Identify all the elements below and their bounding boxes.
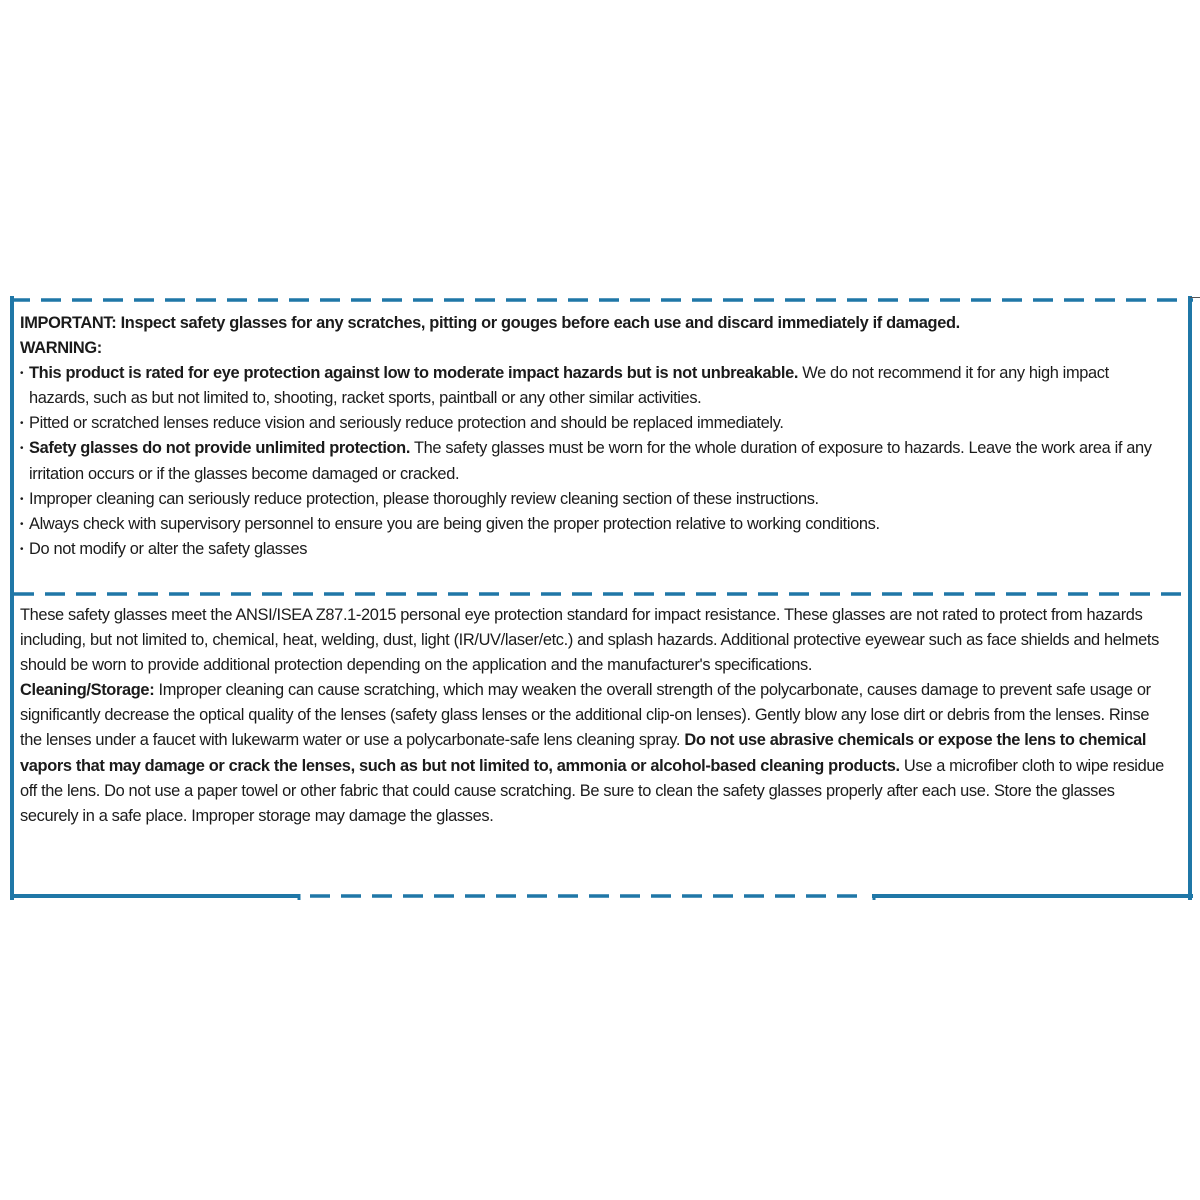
standard-paragraph: These safety glasses meet the ANSI/ISEA Z87.1-2015 personal eye protection standard for impact resistance. These glasses are not rated to protect from hazards including, but not limited to, chemical, heat, welding, dust, light (IR/UV/laser/etc.) and splash hazards. Additional protective eyewear such as face shields and helmets should be worn to provide additional protection depending on the application and the manufacturer's specifications. (20, 606, 1159, 675)
cleaning-text-1: Improper cleaning can cause scratching, which may weaken the overall strength of the polycarbonate, causes damage to prevent safe usage or significantly decrease the optical quality of the lenses (safety glass lenses or the additional clip-on lenses). Gently blow any lose dirt or debris from the lenses. Rinse the lenses under a faucet with lukewarm water or use a polycarbonate-safe lens cleaning spray. (20, 681, 1151, 750)
important-notice (20, 311, 1170, 336)
warning-bullet-text: Improper cleaning can seriously reduce protection, please thoroughly review cleaning section of these instructions. (29, 489, 819, 508)
warning-bullet-bold: This product is rated for eye protection against low to moderate impact hazards but is not unbreakable. (29, 364, 799, 383)
warning-bullet-text: We do not recommend it for any high impact hazards, such as but not limited to, shooting, racket sports, paintball or any other similar activities. (29, 364, 1109, 408)
cleaning-warning-bold: Do not use abrasive chemicals or expose the lens to chemical vapors that may damage or crack the lenses, such as but not limited to, ammonia or alcohol-based cleaning products. (20, 731, 1147, 775)
info-section (20, 603, 1170, 829)
important-text: Inspect safety glasses for any scratches, pitting or gouges before each use and discard immediately if damaged. (120, 314, 960, 332)
warning-bullet-text: Do not modify or alter the safety glasses (29, 539, 308, 558)
crop-mark (1190, 297, 1200, 298)
warning-bullet-text: Pitted or scratched lenses reduce vision and seriously reduce protection and should be replaced immediately. (29, 414, 784, 433)
warning-bullet-text: Always check with supervisory personnel to ensure you are being given the proper protection relative to working conditions. (29, 514, 880, 533)
important-label: IMPORTANT: (20, 314, 117, 332)
warning-heading: WARNING: (20, 339, 102, 358)
warning-bullet (20, 487, 1170, 512)
warning-bullet (20, 512, 1170, 537)
warning-bullet (20, 537, 1170, 562)
warning-bullet (20, 411, 1170, 436)
warning-bullet (20, 361, 1170, 411)
warning-bullet-text: The safety glasses must be worn for the whole duration of exposure to hazards. Leave the work area if any irritation occurs or if the glasses become damaged or cracked. (29, 439, 1152, 483)
cleaning-text-2: Use a microfiber cloth to wipe residue off the lens. Do not use a paper towel or other fabric that could cause scratching. Be sure to clean the safety glasses properly after each use. Store the glasses securely in a safe place. Improper storage may damage the glasses. (20, 756, 1164, 825)
warning-bullet-bold: Safety glasses do not provide unlimited protection. (29, 439, 411, 458)
warning-bullet (20, 436, 1170, 486)
warning-section (20, 311, 1170, 562)
cleaning-paragraph (20, 678, 1170, 829)
cleaning-label: Cleaning/Storage: (20, 681, 155, 700)
